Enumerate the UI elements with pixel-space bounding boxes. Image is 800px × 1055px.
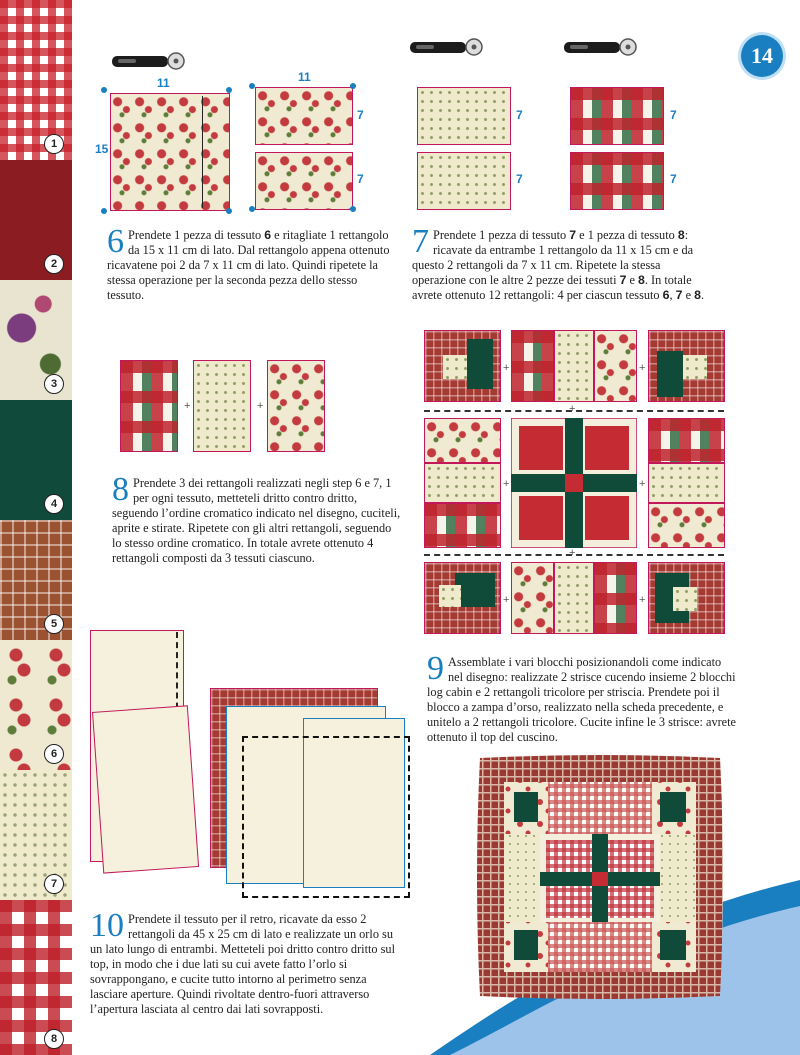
fabric-piece-7 xyxy=(193,360,251,452)
fabric-swatch-3 xyxy=(0,280,72,400)
rotary-cutter-icon xyxy=(408,38,486,56)
step-text: e xyxy=(626,273,639,287)
finished-cushion-photo xyxy=(474,752,726,1002)
step-text: Prendete il tessuto per il retro, ricavate da esso 2 rettangoli da 45 x 25 cm di lato e realizzate un orlo su un lato lungo di entrambi. Metteteli poi dritto contro dritto sul top, in modo che i due lati su cui avete fatto l’orlo si sovrappongano, e cucite tutto intorno al perimetro senza lasciare aperture. Quindi rivoltate dentro-fuori attraverso l’apertura lasciata al centro dai lati sovrapposti. xyxy=(90,912,395,1016)
log-cabin-block xyxy=(648,562,725,634)
corner-marker xyxy=(101,87,107,93)
dimension-label: 15 xyxy=(95,142,109,156)
fabric-ref: 8 xyxy=(677,228,685,242)
dimension-label: 7 xyxy=(516,172,523,186)
step-text: , xyxy=(669,288,676,302)
step-text: . In totale avrete ottenuto 12 rettangoli: 4 per ciascun tessuto xyxy=(412,273,692,302)
tricolor-strip-check xyxy=(511,330,554,402)
step-6-instructions xyxy=(107,223,397,303)
fabric-swatch-sidebar xyxy=(0,0,72,1055)
plus-sign: + xyxy=(639,362,646,374)
step-text: Prendete 3 dei rettangoli realizzati negli step 6 e 7, 1 per ogni tessuto, metteteli dritto contro dritto, seguendo l’ordine cromatico indicato nel disegno, cuciteli, aprite e stirate. Ripetete con gli altri rettangoli, seguendo lo stesso ordine cromatico. In totale avrete ottenuto 4 rettangoli composti da 3 tessuti ciascuno. xyxy=(112,476,401,565)
cut-line xyxy=(202,96,203,208)
step-text: . xyxy=(700,288,705,302)
step-number: 6 xyxy=(107,223,124,260)
step-text: e xyxy=(682,288,695,302)
log-cabin-block xyxy=(648,330,725,402)
tricolor-strip-dotted xyxy=(554,562,594,634)
dimension-label: 7 xyxy=(670,108,677,122)
plus-sign: + xyxy=(569,547,576,559)
step-number: 10 xyxy=(90,907,124,944)
rotary-cutter-icon xyxy=(562,38,640,56)
step-text: e 1 pezza di tessuto xyxy=(576,228,678,242)
step-text: : ricavate da entrambe 1 rettangolo da 11 x 15 cm e da questo 2 rettangoli da 7 x 11 cm. Ripetete la stessa operazione con le altre 2 pezze dei tessuti xyxy=(412,228,694,287)
step-text: e ritagliate 1 rettangolo da 15 x 11 cm di lato. Dal rettangolo appena ottenuto ricavatene poi 2 da 7 x 11 cm di lato. Quindi ripetete la stessa operazione per la seconda pezza dello stesso tessuto. xyxy=(107,228,390,302)
log-cabin-block xyxy=(424,562,501,634)
step-number: 9 xyxy=(427,650,444,687)
swatch-number: 6 xyxy=(44,744,64,764)
plus-sign: + xyxy=(503,594,510,606)
fabric-swatch-1 xyxy=(0,0,72,160)
corner-marker xyxy=(350,83,356,89)
tricolor-strip-floral xyxy=(594,330,637,402)
step-8-instructions xyxy=(112,471,402,566)
fabric-ref: 6 xyxy=(264,228,272,242)
swatch-number: 4 xyxy=(44,494,64,514)
swatch-number: 8 xyxy=(44,1029,64,1049)
plus-sign: + xyxy=(184,400,191,412)
plus-sign: + xyxy=(257,400,264,412)
fabric-rectangle-7x11 xyxy=(255,152,353,210)
tricolor-strip-check xyxy=(594,562,637,634)
step-7-instructions xyxy=(412,223,712,303)
corner-marker xyxy=(350,206,356,212)
tricolor-strip-check xyxy=(424,503,501,548)
swatch-number: 1 xyxy=(44,134,64,154)
tricolor-strip-floral xyxy=(511,562,554,634)
fabric-swatch-6 xyxy=(0,640,72,770)
fabric-rectangle-15x11 xyxy=(110,93,230,211)
fabric-rectangle-7x11 xyxy=(417,87,511,145)
perimeter-stitch-line xyxy=(242,736,410,898)
dimension-label: 7 xyxy=(357,172,364,186)
tricolor-strip-check xyxy=(648,418,725,463)
fabric-ref: 7 xyxy=(619,273,627,287)
step-number: 7 xyxy=(412,223,429,260)
fabric-rectangle-7x11 xyxy=(570,87,664,145)
corner-marker xyxy=(101,208,107,214)
swatch-number: 3 xyxy=(44,374,64,394)
plus-sign: + xyxy=(639,594,646,606)
dimension-label: 7 xyxy=(670,172,677,186)
corner-marker xyxy=(226,208,232,214)
rotary-cutter-icon xyxy=(110,52,188,70)
step-text: Assemblate i vari blocchi posizionandoli come indicato nel disegno: realizzate 2 strisce cucendo insieme 2 blocchi log cabin e 2 rettangoli tricolore per striscia. Prendete poi il blocco a zampa d’orso, realizzato nella scheda precedente, e unitelo a 2 rettangoli tricolore. Cucite infine le 3 strisce: avrete ottenuto il top del cuscino. xyxy=(427,655,737,744)
fabric-ref: 7 xyxy=(569,228,577,242)
step-text: Prendete 1 pezza di tessuto xyxy=(128,228,265,242)
plus-sign: + xyxy=(503,478,510,490)
fabric-swatch-5 xyxy=(0,520,72,640)
fabric-piece-6 xyxy=(267,360,325,452)
fabric-rectangle-7x11 xyxy=(417,152,511,210)
fabric-swatch-2 xyxy=(0,160,72,280)
dimension-label: 11 xyxy=(157,76,170,90)
corner-marker xyxy=(249,206,255,212)
plus-sign: + xyxy=(569,403,576,415)
page-number-badge: 14 xyxy=(741,35,783,77)
step-9-instructions xyxy=(427,650,737,745)
fabric-rectangle-7x11 xyxy=(570,152,664,210)
corner-marker xyxy=(226,87,232,93)
swatch-number: 5 xyxy=(44,614,64,634)
swatch-number: 2 xyxy=(44,254,64,274)
fabric-piece-8 xyxy=(120,360,178,452)
step-number: 8 xyxy=(112,471,129,508)
plus-sign: + xyxy=(639,478,646,490)
dimension-label: 7 xyxy=(357,108,364,122)
backing-rectangle xyxy=(92,705,199,873)
tricolor-strip-floral xyxy=(648,503,725,548)
tricolor-strip-dotted xyxy=(424,463,501,503)
fabric-ref: 8 xyxy=(638,273,645,287)
dimension-label: 11 xyxy=(298,70,311,84)
log-cabin-block xyxy=(424,330,501,402)
fabric-swatch-4 xyxy=(0,400,72,520)
corner-marker xyxy=(249,83,255,89)
tricolor-strip-dotted xyxy=(648,463,725,503)
fabric-ref: 7 xyxy=(675,288,683,302)
swatch-number: 7 xyxy=(44,874,64,894)
tricolor-strip-floral xyxy=(424,418,501,463)
tricolor-strip-dotted xyxy=(554,330,594,402)
plus-sign: + xyxy=(503,362,510,374)
dimension-label: 7 xyxy=(516,108,523,122)
fabric-rectangle-7x11 xyxy=(255,87,353,145)
step-text: Prendete 1 pezza di tessuto xyxy=(433,228,570,242)
fabric-ref: 8 xyxy=(694,288,701,302)
fabric-ref: 6 xyxy=(662,288,670,302)
step-10-instructions xyxy=(90,907,400,1017)
fabric-swatch-8 xyxy=(0,900,72,1055)
bear-paw-block xyxy=(511,418,637,548)
fabric-swatch-7 xyxy=(0,770,72,900)
